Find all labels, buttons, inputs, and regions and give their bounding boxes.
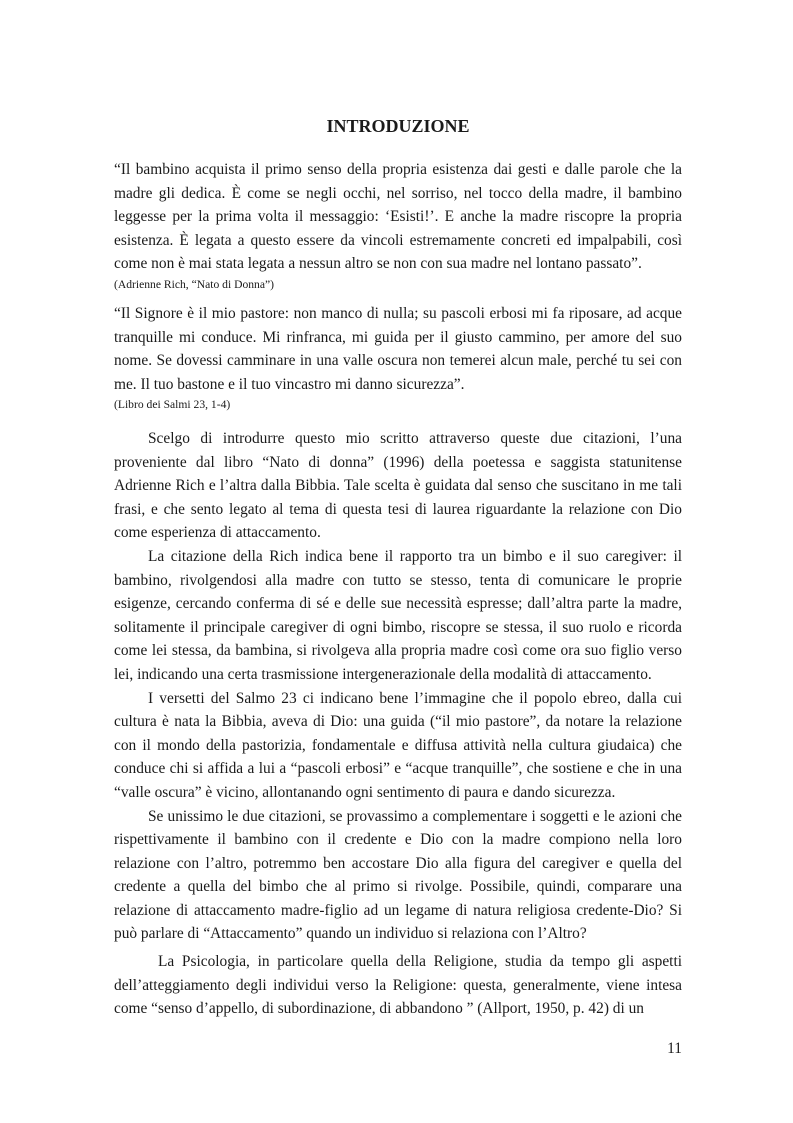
body-paragraph: Scelgo di introdurre questo mio scritto attraverso queste due citazioni, l’una proveniente dal libro “Nato di donna” (1996) della poetessa e saggista statunitense Adrienne Rich e l’altra dalla Bibbia. Tale scelta è guidata dal senso che suscitano in me tali frasi, e che sento legato al tema di questa tesi di laurea riguardante la relazione con Dio come esperienza di attaccamento.	[114, 430, 682, 542]
body-paragraph: I versetti del Salmo 23 ci indicano bene l’immagine che il popolo ebreo, dalla cui cultura è nata la Bibbia, aveva di Dio: una guida (“il mio pastore”, da notare la relazione con il mondo della pastorizia, fondamentale e diffusa attività nella cultura giudaica) che conduce chi si affida a lui a “pascoli erbosi” e “acque tranquille”, che sostiene e che in una “valle oscura” è vicino, allontanando ogni sentimento di paura e dando sicurezza.	[114, 689, 682, 801]
epigraph-quote-psalm	[114, 302, 682, 414]
epigraph-source: (Libro dei Salmi 23, 1-4)	[114, 398, 231, 412]
epigraph-source: (Adrienne Rich, “Nato di Donna”)	[114, 277, 275, 291]
page-title: INTRODUZIONE	[326, 116, 470, 136]
document-page	[114, 0, 682, 1123]
page-number: 11	[667, 1040, 682, 1057]
body-paragraph: Se unissimo le due citazioni, se provassimo a complementare i soggetti e le azioni che rispettivamente il bambino con il credente e Dio con la madre compiono nella loro relazione con l’altro, potremmo ben accostare Dio alla figura del caregiver e quella del credente a quella del bimbo che al primo si rivolge. Possibile, quindi, comparare una relazione di attaccamento madre-figlio ad un legame di natura religiosa credente-Dio? Si può parlare di “Attaccamento” quando un individuo si relaziona con l’Altro?	[114, 807, 682, 943]
body-text	[114, 427, 682, 1021]
epigraph-quote-text: “Il Signore è il mio pastore: non manco di nulla; su pascoli erbosi mi fa riposare, ad acque tranquille mi conduce. Mi rinfranca, mi guida per il giusto cammino, per amore del suo nome. Se dovessi camminare in una valle oscura non temerei alcun male, perché tu sei con me. Il tuo bastone e il tuo vincastro mi danno sicurezza”.	[114, 305, 682, 393]
epigraph-quote-rich	[114, 158, 682, 294]
body-paragraph: La citazione della Rich indica bene il rapporto tra un bimbo e il suo caregiver: il bambino, rivolgendosi alla madre con tutto se stesso, tenta di comunicare le proprie esigenze, cercando conferma di sé e delle sue necessità espresse; dall’altra parte la madre, solitamente il principale caregiver di ogni bimbo, riscopre se stessa, il suo ruolo e ricorda come lei stessa, da bambina, si rivolgeva alla propria madre così come ora suo figlio verso lei, indicando una certa trasmissione intergenerazionale della modalità di attaccamento.	[114, 547, 682, 683]
epigraph-quote-text: “Il bambino acquista il primo senso della propria esistenza dai gesti e dalle parole che la madre gli dedica. È come se negli occhi, nel sorriso, nel tocco della madre, il bambino leggesse per la prima volta il messaggio: ‘Esisti!’. E anche la madre riscopre la propria esistenza. È legata a questo essere da vincoli estremamente concreti ed impalpabili, così come non è mai stata legata a nessun altro se non con sua madre nel lontano passato”.	[114, 161, 682, 273]
body-paragraph: La Psicologia, in particolare quella della Religione, studia da tempo gli aspetti dell’atteggiamento degli individui verso la Religione: questa, generalmente, viene intesa come “senso d’appello, di subordinazione, di abbandono ” (Allport, 1950, p. 42) di un	[114, 953, 682, 1018]
